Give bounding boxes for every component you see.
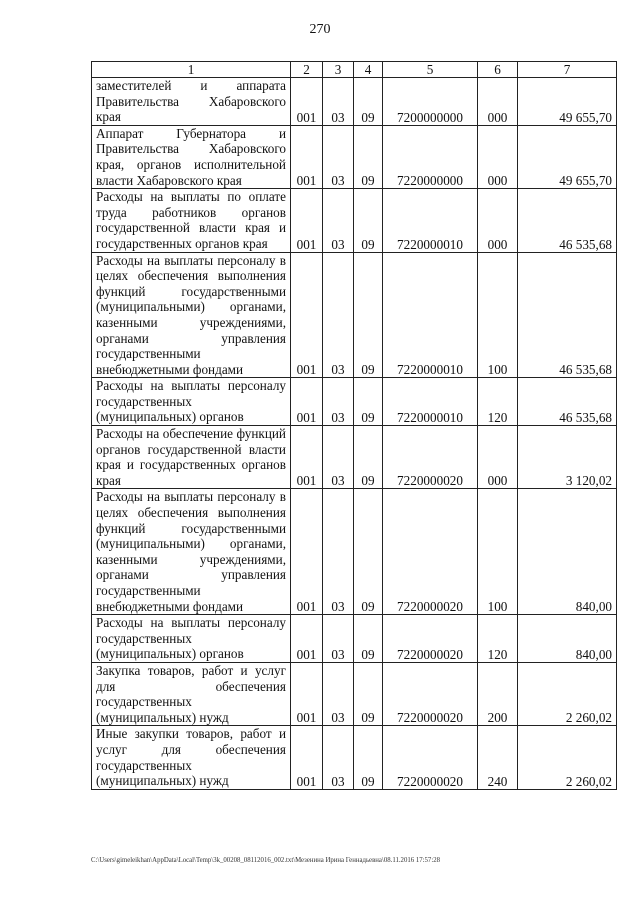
row-code: 001 (291, 252, 323, 378)
row-description: заместителей и аппарата Правительства Хабаровского края (92, 78, 291, 126)
column-header: 5 (383, 62, 478, 78)
row-code: 03 (323, 78, 354, 126)
page-number: 270 (309, 22, 331, 37)
row-amount: 49 655,70 (518, 125, 617, 188)
row-description: Расходы на выплаты персоналу государственных (муниципальных) органов (92, 615, 291, 663)
row-code: 03 (323, 252, 354, 378)
row-code: 03 (323, 489, 354, 615)
row-code: 09 (354, 125, 383, 188)
row-code: 03 (323, 726, 354, 789)
table-row (92, 252, 617, 378)
row-code: 03 (323, 125, 354, 188)
row-code: 001 (291, 662, 323, 725)
budget-table (91, 61, 617, 790)
row-code: 120 (478, 615, 518, 663)
row-code: 7220000000 (383, 125, 478, 188)
footer-file-path: C:\Users\gimeleikhan\AppData\Local\Temp\3k_00208_08112016_002.txt\Мезенина Ирина Геннадьевна\08.11.2016 17:57:28 (91, 857, 441, 864)
table-row (92, 78, 617, 126)
table-row (92, 726, 617, 789)
row-description: Расходы на выплаты персоналу в целях обеспечения выполнения функций государственными (муниципальными) органами, казенными учреждениями, органами управления государственными внебюджетными фондами (92, 489, 291, 615)
row-description: Закупка товаров, работ и услуг для обеспечения государственных (муниципальных) нужд (92, 662, 291, 725)
row-code: 03 (323, 426, 354, 489)
row-code: 001 (291, 426, 323, 489)
row-code: 03 (323, 378, 354, 426)
row-code: 09 (354, 252, 383, 378)
row-code: 09 (354, 726, 383, 789)
row-code: 001 (291, 726, 323, 789)
row-code: 240 (478, 726, 518, 789)
row-code: 001 (291, 125, 323, 188)
row-code: 001 (291, 615, 323, 663)
header-row (92, 62, 617, 78)
table-row (92, 615, 617, 663)
row-code: 7220000010 (383, 378, 478, 426)
row-code: 000 (478, 125, 518, 188)
row-code: 000 (478, 189, 518, 252)
column-header: 4 (354, 62, 383, 78)
row-description: Аппарат Губернатора и Правительства Хабаровского края, органов исполнительной власти Хабаровского края (92, 125, 291, 188)
row-code: 000 (478, 426, 518, 489)
row-code: 03 (323, 189, 354, 252)
row-amount: 49 655,70 (518, 78, 617, 126)
table-row (92, 662, 617, 725)
row-code: 000 (478, 78, 518, 126)
row-code: 09 (354, 189, 383, 252)
row-description: Иные закупки товаров, работ и услуг для обеспечения государственных (муниципальных) нужд (92, 726, 291, 789)
row-code: 100 (478, 489, 518, 615)
row-code: 7220000010 (383, 189, 478, 252)
row-code: 09 (354, 426, 383, 489)
row-code: 03 (323, 662, 354, 725)
row-code: 001 (291, 78, 323, 126)
row-description: Расходы на обеспечение функций органов государственной власти края и государственных органов края (92, 426, 291, 489)
row-amount: 840,00 (518, 489, 617, 615)
row-code: 200 (478, 662, 518, 725)
row-code: 120 (478, 378, 518, 426)
row-code: 100 (478, 252, 518, 378)
table-row (92, 378, 617, 426)
column-header: 3 (323, 62, 354, 78)
row-code: 09 (354, 662, 383, 725)
row-amount: 46 535,68 (518, 189, 617, 252)
row-code: 7200000000 (383, 78, 478, 126)
row-code: 7220000020 (383, 615, 478, 663)
table-row (92, 426, 617, 489)
row-code: 09 (354, 615, 383, 663)
row-code: 09 (354, 489, 383, 615)
row-description: Расходы на выплаты персоналу государственных (муниципальных) органов (92, 378, 291, 426)
row-amount: 2 260,02 (518, 726, 617, 789)
row-description: Расходы на выплаты по оплате труда работников органов государственной власти края и государственных органов края (92, 189, 291, 252)
row-code: 001 (291, 378, 323, 426)
row-amount: 46 535,68 (518, 378, 617, 426)
row-code: 7220000020 (383, 726, 478, 789)
column-header: 1 (92, 62, 291, 78)
row-amount: 3 120,02 (518, 426, 617, 489)
row-amount: 840,00 (518, 615, 617, 663)
row-amount: 2 260,02 (518, 662, 617, 725)
row-code: 7220000010 (383, 252, 478, 378)
table-row (92, 189, 617, 252)
row-code: 001 (291, 489, 323, 615)
table-body (92, 78, 617, 790)
row-code: 03 (323, 615, 354, 663)
row-code: 09 (354, 378, 383, 426)
row-code: 7220000020 (383, 662, 478, 725)
table-row (92, 489, 617, 615)
column-header: 6 (478, 62, 518, 78)
row-code: 001 (291, 189, 323, 252)
row-amount: 46 535,68 (518, 252, 617, 378)
row-description: Расходы на выплаты персоналу в целях обеспечения выполнения функций государственными (муниципальными) органами, казенными учреждениями, органами управления государственными внебюджетными фондами (92, 252, 291, 378)
table-row (92, 125, 617, 188)
column-header: 7 (518, 62, 617, 78)
row-code: 7220000020 (383, 489, 478, 615)
row-code: 7220000020 (383, 426, 478, 489)
row-code: 09 (354, 78, 383, 126)
column-header: 2 (291, 62, 323, 78)
